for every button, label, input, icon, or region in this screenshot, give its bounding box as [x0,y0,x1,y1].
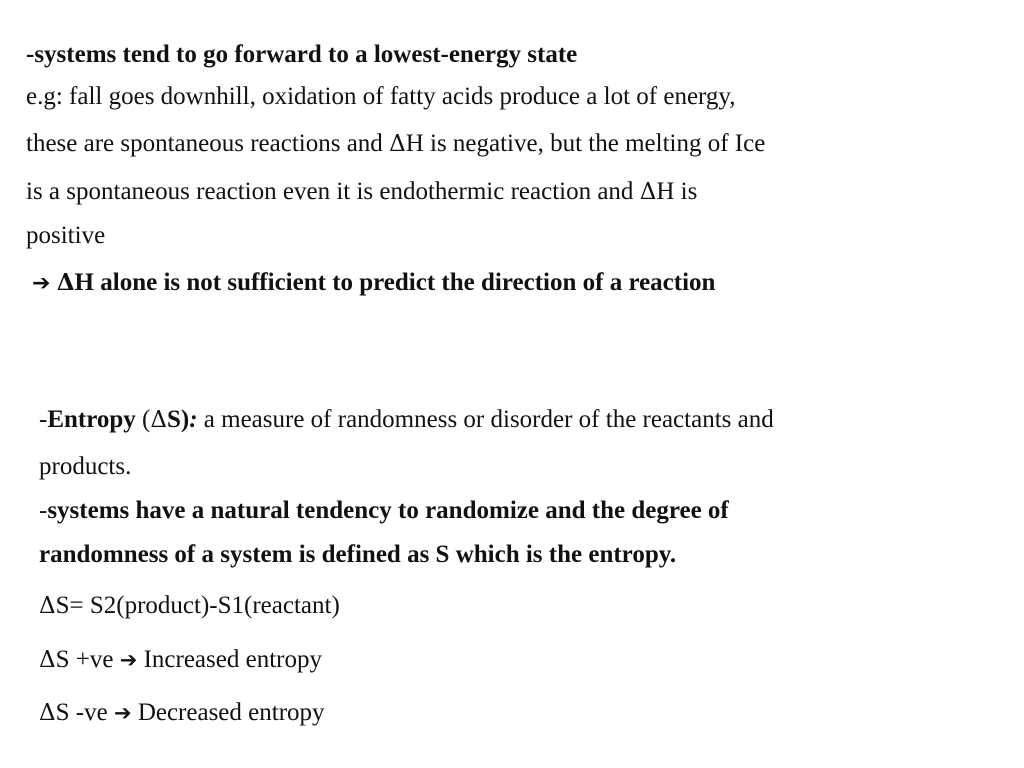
arrow-right-icon: ➔ [113,701,132,725]
conclusion-line [32,268,715,299]
example-line-3 [26,177,697,207]
negative-sign: S -ve [55,699,114,726]
positive-result: Increased entropy [137,646,322,673]
example-line-2-pre: these are spontaneous reactions and [26,130,390,157]
entropy-tendency-line-2 [39,540,676,570]
entropy-definition-cont: products. [39,453,132,480]
energy-heading-text: -systems tend to go forward to a lowest-energy state [26,41,578,68]
entropy-formula [39,591,340,621]
tendency-text-1: systems have a natural tendency to randomize and the degree of [47,497,729,524]
example-line-4 [26,221,105,251]
negative-entropy-line [39,698,325,728]
example-line-1 [26,82,736,112]
tendency-text-2: randomness of a system is defined as S which is the entropy. [39,541,677,568]
energy-heading [26,40,577,70]
entropy-definition-line-1 [39,405,774,435]
entropy-definition: a measure of randomness or disorder of the reactants and [197,406,774,433]
entropy-colon: : [189,406,198,433]
entropy-dash: - [39,406,48,433]
entropy-paren: ( [135,406,151,433]
negative-result: Decreased entropy [131,699,325,726]
example-line-4-text: positive [26,222,106,249]
tendency-dash: - [39,497,48,524]
example-line-1-text: e.g: fall goes downhill, oxidation of fatty acids produce a lot of energy, [26,83,736,110]
formula-text: S= S2(product)-S1(reactant) [55,592,340,619]
example-line-2-post: H is negative, but the melting of Ice [405,130,766,157]
delta-symbol: Δ [56,269,75,296]
positive-entropy-line [39,645,322,675]
entropy-symbol: S) [166,406,190,433]
delta-symbol: Δ [150,407,167,433]
entropy-term: Entropy [47,406,136,433]
delta-symbol: Δ [39,647,56,673]
entropy-definition-line-2 [39,452,131,482]
example-line-3-pre: is a spontaneous reaction even it is endothermic reaction and [26,178,640,205]
arrow-right-icon: ➔ [119,648,138,672]
conclusion-text: H alone is not sufficient to predict the direction of a reaction [74,269,716,296]
entropy-tendency-line-1 [39,496,729,526]
delta-symbol: Δ [39,700,56,726]
delta-symbol: Δ [39,593,56,619]
example-line-2 [26,129,765,159]
arrow-right-icon: ➔ [32,271,51,296]
delta-symbol: Δ [389,131,406,157]
delta-symbol: Δ [639,179,657,205]
example-line-3-post: H is [656,178,698,205]
positive-sign: S +ve [55,646,120,673]
